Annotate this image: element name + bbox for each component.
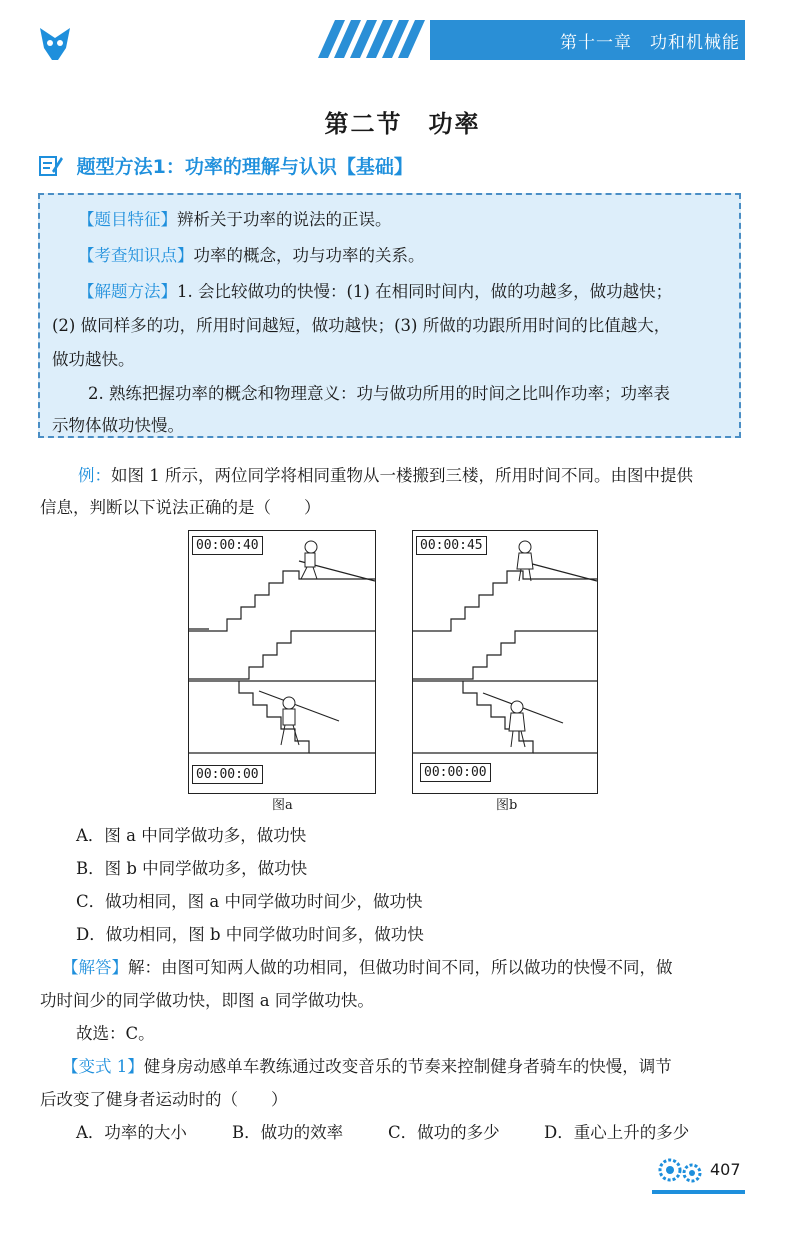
example-text-1: 如图 1 所示，两位同学将相同重物从一楼搬到三楼，所用时间不同。由图中提供 [111, 466, 693, 485]
method-line-3: 做功越快。 [52, 350, 135, 369]
mascot-icon [40, 28, 70, 60]
variant-option-a: A．功率的大小 [76, 1123, 187, 1142]
pencil-note-icon [38, 153, 64, 182]
knowledge-tag: 【考查知识点】 [78, 246, 194, 265]
stairs-a-drawing [189, 531, 375, 793]
variant-line-2: 后改变了健身者运动时的（ ） [40, 1090, 288, 1109]
answer-line-1 [62, 954, 673, 978]
answer-line-2: 功时间少的同学做功快，即图 a 同学做功快。 [40, 991, 374, 1010]
variant-text-1: 健身房动感单车教练通过改变音乐的节奏来控制健身者骑车的快慢，调节 [143, 1057, 672, 1076]
example-line-2: 信息，判断以下说法正确的是（ ） [40, 498, 321, 517]
feature-text: 辨析关于功率的说法的正误。 [177, 210, 392, 229]
variant-line-1 [62, 1053, 672, 1077]
page-number: 407 [710, 1160, 741, 1179]
method-tag: 【解题方法】 [78, 282, 177, 301]
option-c: C．做功相同，图 a 中同学做功时间少，做功快 [76, 892, 423, 911]
section-title [38, 152, 413, 182]
student-b-top [517, 541, 533, 581]
method-line-2: (2) 做同样多的功，所用时间越短，做功越快；(3) 所做的功跟所用时间的比值越大， [52, 316, 671, 335]
figure-b [412, 530, 598, 794]
page-title: 第二节 功率 [324, 110, 481, 138]
option-d: D．做功相同，图 b 中同学做功时间多，做功快 [76, 925, 424, 944]
knowledge-text: 功率的概念，功与功率的关系。 [193, 246, 425, 265]
variant-tag: 【变式 1】 [62, 1057, 144, 1076]
timer-a-bottom: 00:00:00 [192, 765, 263, 784]
example-line-1 [78, 462, 693, 486]
timer-b-bottom: 00:00:00 [420, 763, 491, 782]
timer-a-top: 00:00:40 [192, 536, 263, 555]
knowledge-line [78, 242, 425, 266]
chapter-title: 第十一章 功和机械能 [560, 33, 740, 53]
answer-choice: 故选：C。 [76, 1024, 155, 1043]
variant-option-b: B．做功的效率 [232, 1123, 344, 1142]
variant-option-d: D．重心上升的多少 [544, 1123, 690, 1142]
figure-a [188, 530, 376, 794]
variant-option-c: C．做功的多少 [388, 1123, 500, 1142]
answer-tag: 【解答】 [62, 958, 128, 977]
feature-line [78, 206, 392, 230]
gears-icon [652, 1155, 712, 1185]
method-line-5: 示物体做功快慢。 [52, 416, 184, 435]
student-a-bottom [281, 697, 299, 745]
answer-text-1: 解：由图可知两人做的功相同，但做功时间不同，所以做功的快慢不同，做 [128, 958, 673, 977]
method-line-1 [78, 278, 672, 302]
section-title-text: 题型方法1：功率的理解与认识【基础】 [76, 156, 413, 178]
example-label: 例： [78, 466, 111, 485]
option-a: A．图 a 中同学做功多，做功快 [76, 826, 307, 845]
student-b-bottom [509, 701, 525, 747]
timer-b-top: 00:00:45 [416, 536, 487, 555]
figure-b-caption: 图b [496, 798, 518, 813]
stairs-b-drawing [413, 531, 597, 793]
feature-tag: 【题目特征】 [78, 210, 177, 229]
footer-rule [652, 1190, 745, 1194]
figure-a-caption: 图a [272, 798, 293, 813]
method-text-1: 1. 会比较做功的快慢：(1) 在相同时间内，做的功越多，做功越快； [177, 282, 673, 301]
student-a-top [301, 541, 317, 579]
method-line-4: 2. 熟练把握功率的概念和物理意义：功与做功所用的时间之比叫作功率；功率表 [88, 384, 670, 403]
option-b: B．图 b 中同学做功多，做功快 [76, 859, 308, 878]
